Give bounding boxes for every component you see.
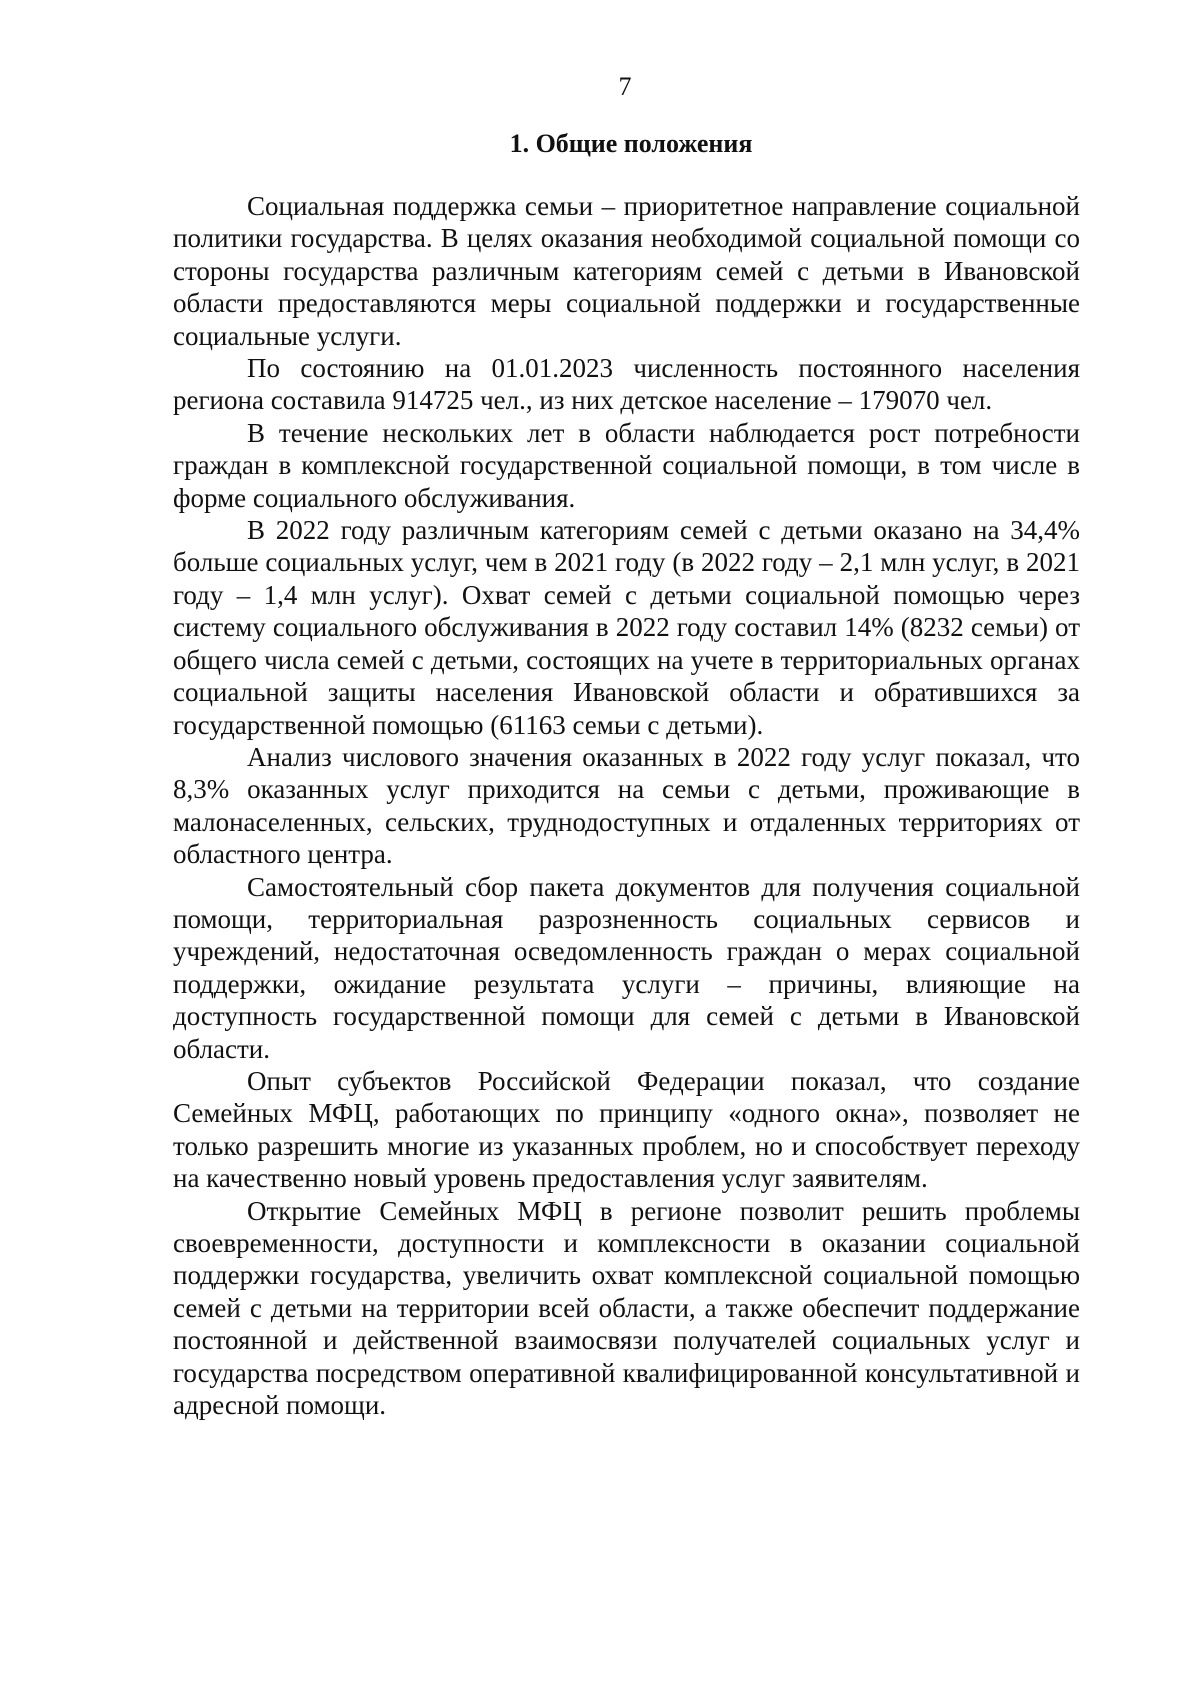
section-title: 1. Общие положения <box>509 129 753 158</box>
body-text <box>173 190 1080 1421</box>
paragraph-1: Социальная поддержка семьи – приоритетное направление социальной политики государства. В целях оказания необходимой социальной помощи со стороны государства различным категориям семей с детьми в Ивановской области предоставляются меры социальной поддержки и государственные социальные услуги. <box>173 191 1080 351</box>
paragraph-3: В течение нескольких лет в области наблюдается рост потребности граждан в комплексной государственной социальной помощи, в том числе в форме социального обслуживания. <box>173 417 1080 513</box>
paragraph-4: В 2022 году различным категориям семей с детьми оказано на 34,4% больше социальных услуг, чем в 2021 году (в 2022 году – 2,1 млн услуг, в 2021 году – 1,4 млн услуг). Охват семей с детьми социальной помощью через систему социального обслуживания в 2022 году составил 14% (8232 семьи) от общего числа семей с детьми, состоящих на учете в территориальных органах социальной защиты населения Ивановской области и обратившихся за государственной помощью (61163 семьи с детьми). <box>173 515 1080 740</box>
paragraph-8: Открытие Семейных МФЦ в регионе позволит решить проблемы своевременности, доступности и комплексности в оказании социальной поддержки государства, увеличить охват комплексной социальной помощью семей с детьми на территории всей области, а также обеспечит поддержание постоянной и действенной взаимосвязи получателей социальных услуг и государства посредством оперативной квалифицированной консультативной и адресной помощи. <box>173 1195 1080 1421</box>
paragraph-6: Самостоятельный сбор пакета документов для получения социальной помощи, территориальная разрозненность социальных сервисов и учреждений, недостаточная осведомленность граждан о мерах социальной поддержки, ожидание результата услуги – причины, влияющие на доступность государственной помощи для семей с детьми в Ивановской области. <box>173 871 1080 1064</box>
paragraph-7: Опыт субъектов Российской Федерации показал, что создание Семейных МФЦ, работающих по принципу «одного окна», позволяет не только разрешить многие из указанных проблем, но и способствует переходу на качественно новый уровень предоставления услуг заявителям. <box>173 1065 1080 1194</box>
paragraph-2: По состоянию на 01.01.2023 численность постоянного населения региона составила 914725 чел., из них детское население – 179070 чел. <box>173 353 1080 416</box>
paragraph-5: Анализ числового значения оказанных в 2022 году услуг показал, что 8,3% оказанных услуг приходится на семьи с детьми, проживающие в малонаселенных, сельских, труднодоступных и отдаленных территориях от областного центра. <box>173 741 1080 870</box>
page-number: 7 <box>618 72 632 101</box>
